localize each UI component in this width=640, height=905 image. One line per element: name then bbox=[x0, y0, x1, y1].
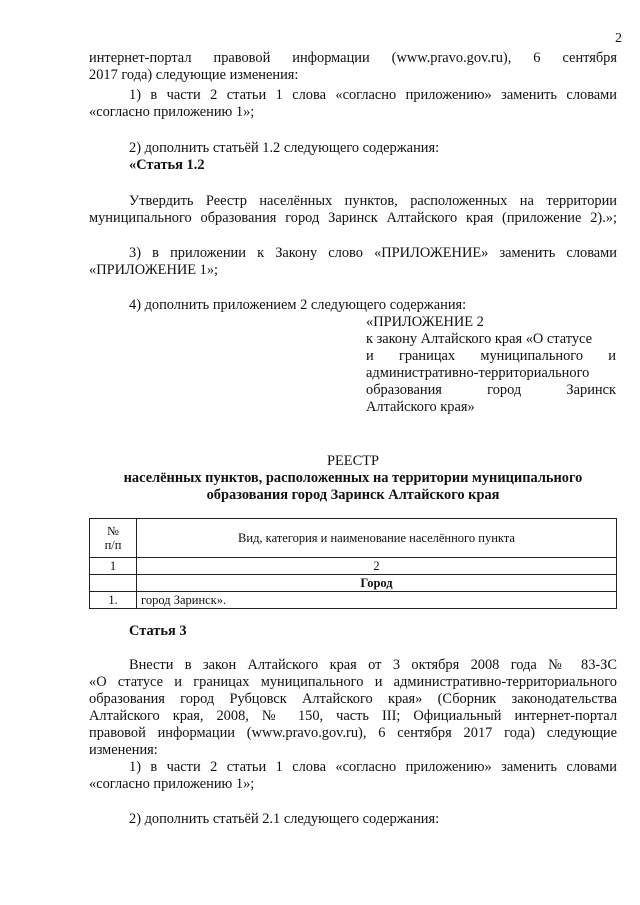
item-1-line-2: «согласно приложению 1»; bbox=[89, 104, 255, 120]
article-3-heading: Статья 3 bbox=[129, 623, 187, 639]
page-number: 2 bbox=[615, 31, 622, 46]
article-3-item-1-line-1: 1) в части 2 статьи 1 слова «согласно приложению» заменить словами bbox=[129, 759, 617, 775]
registry-subtitle-line-2: образования город Заринск Алтайского края bbox=[206, 487, 500, 503]
approve-line-1: Утвердить Реестр населённых пунктов, расположенных на территории bbox=[129, 193, 617, 209]
attachment-line-5: образования город Заринск bbox=[366, 382, 616, 398]
attachment-line-1: «ПРИЛОЖЕНИЕ 2 bbox=[366, 314, 484, 330]
table-row bbox=[90, 592, 617, 609]
table-header-row bbox=[90, 519, 617, 558]
article-3-item-2: 2) дополнить статьёй 2.1 следующего содержания: bbox=[129, 811, 440, 827]
group-row-empty-cell bbox=[90, 575, 137, 592]
attachment-line-2: к закону Алтайского края «О статусе bbox=[366, 331, 593, 347]
column-numbers-row bbox=[90, 558, 617, 575]
group-row bbox=[90, 575, 617, 592]
item-4-text: 4) дополнить приложением 2 следующего содержания: bbox=[129, 297, 467, 313]
registry-title: РЕЕСТР bbox=[327, 453, 379, 469]
article-3-line-4: Алтайского края, 2008, № 150, часть III; Официальный интернет-портал bbox=[89, 708, 617, 724]
article-3-line-3: образования город Рубцовск Алтайского края» (Сборник законодательства bbox=[89, 691, 617, 707]
approve-line-2: муниципального образования город Заринск Алтайского края (приложение 2).»; bbox=[89, 210, 617, 226]
group-label-city: Город bbox=[137, 575, 617, 592]
item-3-line-2: «ПРИЛОЖЕНИЕ 1»; bbox=[89, 262, 219, 278]
item-3-line-1: 3) в приложении к Закону слово «ПРИЛОЖЕНИЕ» заменить словами bbox=[129, 245, 617, 261]
attachment-line-4: административно-территориального bbox=[366, 365, 590, 381]
row-number: 1. bbox=[90, 592, 137, 609]
column-number-1: 1 bbox=[90, 558, 137, 575]
article-3-line-6: изменения: bbox=[89, 742, 158, 758]
row-settlement-name: город Заринск». bbox=[137, 592, 617, 609]
article-3-item-1-line-2: «согласно приложению 1»; bbox=[89, 776, 255, 792]
header-desc-cell: Вид, категория и наименование населённого пункта bbox=[137, 519, 617, 558]
header-num-cell: № п/п bbox=[90, 519, 137, 558]
article-3-line-2: «О статусе и границах муниципального и административно-территориального bbox=[89, 674, 617, 690]
article-1-2-heading: «Статья 1.2 bbox=[129, 157, 205, 173]
article-3-line-5: правовой информации (www.pravo.gov.ru), 6 сентября 2017 года) следующие bbox=[89, 725, 617, 741]
intro-line-1: интернет-портал правовой информации (www.pravo.gov.ru), 6 сентября bbox=[89, 50, 617, 66]
attachment-line-6: Алтайского края» bbox=[366, 399, 475, 415]
item-2-text: 2) дополнить статьёй 1.2 следующего содержания: bbox=[129, 140, 440, 156]
item-1-line-1: 1) в части 2 статьи 1 слова «согласно приложению» заменить словами bbox=[129, 87, 617, 103]
article-3-line-1: Внести в закон Алтайского края от 3 октября 2008 года № 83-ЗС bbox=[129, 657, 617, 673]
registry-subtitle-line-1: населённых пунктов, расположенных на территории муниципального bbox=[123, 470, 583, 486]
registry-table bbox=[89, 518, 617, 609]
intro-line-2: 2017 года) следующие изменения: bbox=[89, 67, 299, 83]
attachment-line-3: и границах муниципального и bbox=[366, 348, 616, 364]
column-number-2: 2 bbox=[137, 558, 617, 575]
